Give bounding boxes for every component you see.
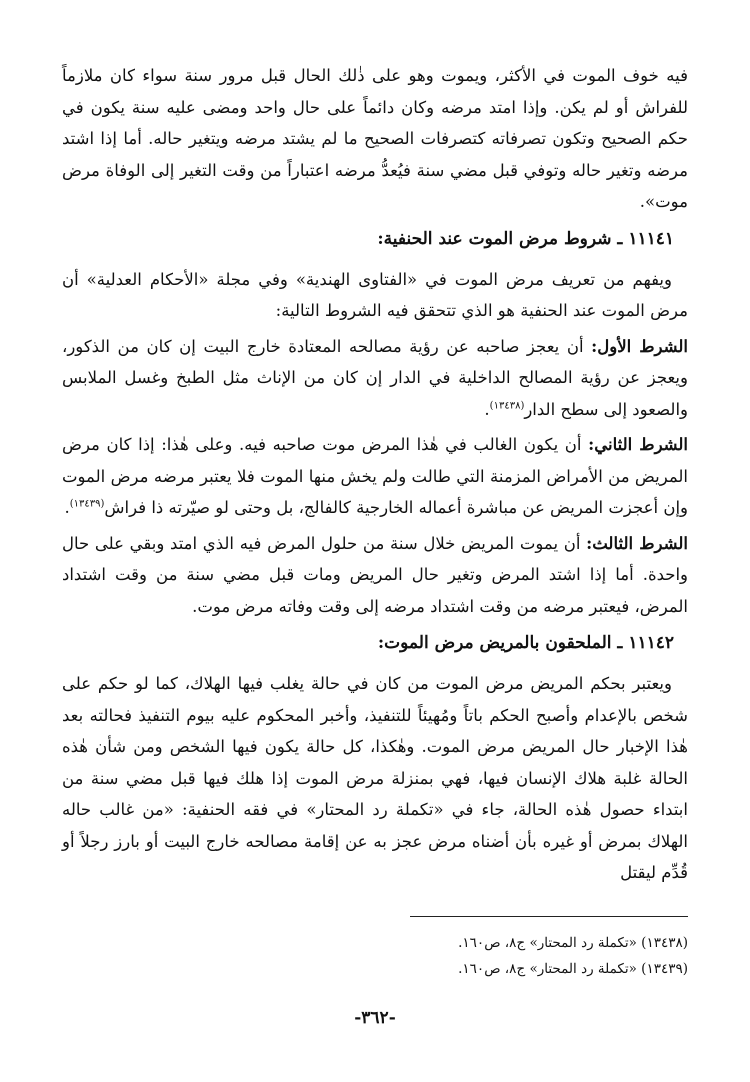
paragraph-conditions-intro: ويفهم من تعريف مرض الموت في «الفتاوى الهندية» وفي مجلة «الأحكام العدلية» أن مرض الموت عند الحنفية هو الذي تتحقق فيه الشروط التالية: (62, 269, 688, 320)
footnote-ref-1: (١٣٤٣٨) (489, 400, 525, 411)
paragraph-attached: ويعتبر بحكم المريض مرض الموت من كان في حالة يغلب فيها الهلاك، كما لو حكم على شخص بالإعدام وأصبح الحكم باتاً ومُهيئاً للتنفيذ، وأخبر المحكوم عليه بيوم التنفيذ فحالته بعد هٰذا الإخبار حال المريض مرض الموت. وهٰكذا، كل حالة يكون فيها الشخص ومن شأن هٰذه الحالة غلبة هلاك الإنسان فيها، فهي بمنزلة مرض الموت إذا هلك فيها قبل مضي سنة من ابتداء حصول هٰذه الحالة، جاء في «تكملة رد المحتار» في فقه الحنفية: «من غالب حاله الهلاك بمرض أو غيره بأن أضناه مرض عجز به عن إقامة مصالحه خارج البيت أو بارز رجلاً أو قُدِّم ليقتل (62, 674, 688, 882)
condition-first-end: . (484, 399, 490, 419)
page-number: -٣٦٢- (354, 1008, 396, 1028)
footnotes (62, 930, 688, 982)
condition-second-label: الشرط الثاني: (588, 435, 689, 454)
condition-third (62, 528, 688, 623)
condition-first (62, 331, 688, 426)
condition-third-label: الشرط الثالث: (586, 533, 688, 553)
footnote-ref-2: (١٣٤٣٩) (69, 498, 105, 510)
condition-third-text: أن يموت المريض خلال سنة من حلول المرض فيه الذي امتد وبقي على حال واحدة. أما إذا اشتد المرض وتغير حال المريض ومات قبل مضي سنة من وقت اشتداد المرض، فيعتبر مرضه من وقت اشتداد مرضه إلى وقت وفاته مرض موت. (62, 533, 688, 616)
condition-first-label: الشرط الأول: (591, 336, 688, 356)
paragraph-intro: فيه خوف الموت في الأكثر، ويموت وهو على ذٰلك الحال قبل مرور سنة سواء كان ملازماً للفراش أو لم يكن. وإذا امتد مرضه وكان دائماً على حال واحد ومضى عليه سنة يكون في حكم الصحيح وتكون تصرفاته كتصرفات الصحيح ما لم يشتد مرضه ويتغير حاله. أما إذا اشتد مرضه وتغير حاله وتوفي قبل مضي سنة فيُعدُّ مرضه اعتباراً من وقت التغير إلى الوفاة مرض موت». (62, 66, 688, 211)
footnote-2: (١٣٤٣٩) «تكملة رد المحتار» ج٨، ص١٦٠. (458, 961, 688, 977)
footnote-1: (١٣٤٣٨) «تكملة رد المحتار» ج٨، ص١٦٠. (458, 935, 688, 951)
section-heading-conditions: ١١١٤١ ـ شروط مرض الموت عند الحنفية: (377, 228, 674, 249)
condition-second (62, 429, 688, 524)
footnote-divider (410, 916, 688, 917)
page-body (62, 60, 688, 893)
condition-second-text: أن يكون الغالب في هٰذا المرض موت صاحبه فيه. وعلى هٰذا: إذا كان مرض المريض من الأمراض المزمنة التي طالت ولم يخش منها الموت فلا يعتبر مرضه مرض الموت وإن أعجزت المريض عن مباشرة أعماله الخارجية كالفالج، بل وحتى لو صيّرته ذا فراش (62, 435, 688, 517)
section-heading-attached: ١١١٤٢ ـ الملحقون بالمريض مرض الموت: (377, 633, 674, 653)
condition-first-text: أن يعجز صاحبه عن رؤية مصالحه المعتادة خارج البيت إن كان من الذكور، ويعجز عن رؤية المصالح الداخلية في الدار إن كان من الإناث مثل الطبخ وغسل الملابس والصعود إلى سطح الدار (62, 336, 688, 419)
condition-second-end: . (64, 498, 70, 517)
